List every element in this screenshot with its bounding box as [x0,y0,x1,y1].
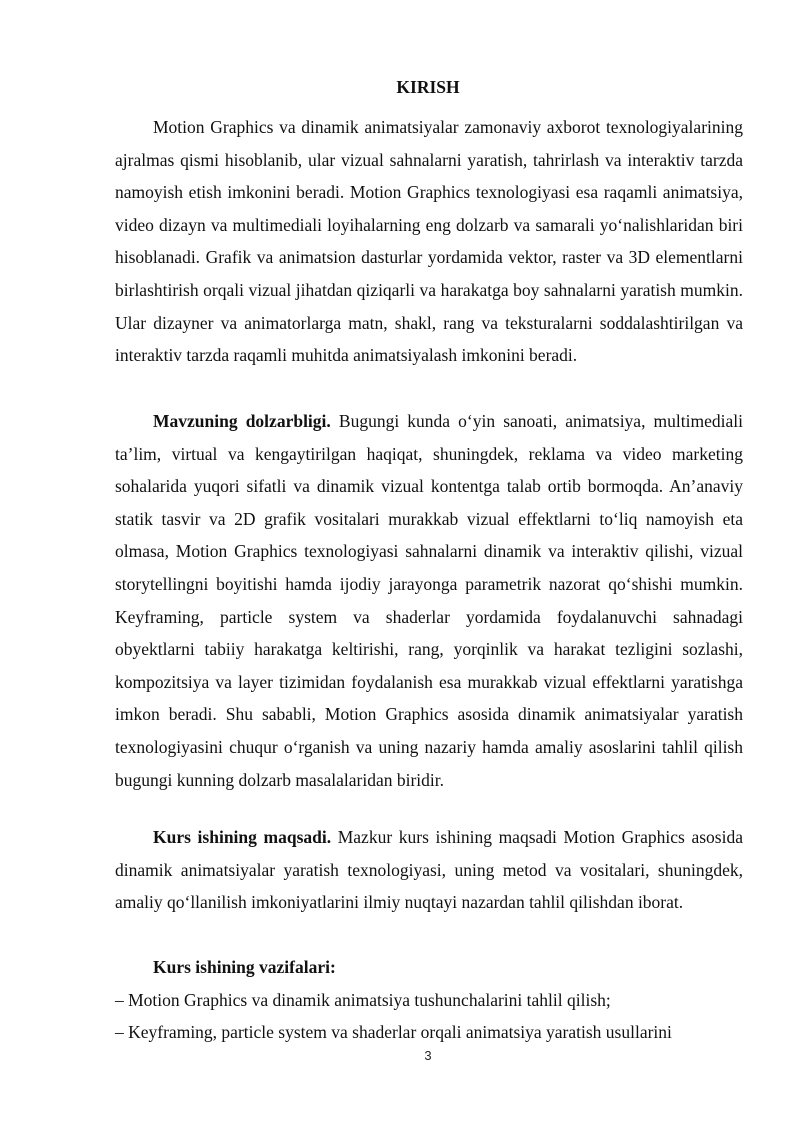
goal-text: Mazkur kurs ishining maqsadi Motion Graphics asosida dinamik animatsiyalar yaratish texnologiyasi, uning metod va vositalari, shuningdek, amaliy qo‘llanilish imkoniyatlarini ilmiy nuqtayi nazardan tahlil qilishdan iborat. [115,827,743,913]
task-item: – Keyframing, particle system va shaderlar orqali animatsiya yaratish usullarini [115,1022,672,1042]
page-number: 3 [424,1048,432,1063]
task-item: – Motion Graphics va dinamik animatsiya tushunchalarini tahlil qilish; [115,990,611,1010]
relevance-text: Bugungi kunda o‘yin sanoati, animatsiya, multimediali ta’lim, virtual va kengaytirilgan haqiqat, shuningdek, reklama va video marketing sohalarida yuqori sifatli va dinamik vizual kontentga talab ortib bormoqda. An’anaviy statik tasvir va 2D grafik vositalari murakkab vizual effektlarni to‘liq namoyish eta olmasa, Motion Graphics texnologiyasi sahnalarni dinamik va interaktiv qilishi, vizual storytellingni boyitishi hamda ijodiy jarayonga parametrik nazorat qo‘shishi mumkin. Keyframing, particle system va shaderlar yordamida foydalanuvchi sahnadagi obyektlarni tabiiy harakatga keltirishi, rang, yorqinlik va harakat tezligini sozlashi, kompozitsiya va layer tizimidan foydalanish esa murakkab vizual effektlarni yaratishga imkon beradi. Shu sababli, Motion Graphics asosida dinamik animatsiyalar yaratish texnologiyasini chuqur o‘rganish va uning nazariy hamda amaliy asoslarini tahlil qilish bugungi kunning dolzarb masalalaridan biridir. [115,411,743,790]
goal-label: Kurs ishining maqsadi. [153,827,332,847]
tasks-label: Kurs ishining vazifalari: [153,957,336,977]
relevance-label: Mavzuning dolzarbligi. [153,411,331,431]
relevance-paragraph [115,405,743,796]
goal-paragraph [115,821,743,919]
section-heading: KIRISH [396,77,460,97]
intro-paragraph: Motion Graphics va dinamik animatsiyalar zamonaviy axborot texnologiyalarining ajralmas qismi hisoblanib, ular vizual sahnalarni yaratish, tahrirlash va interaktiv tarzda namoyish etish imkonini beradi. Motion Graphics texnologiyasi esa raqamli animatsiya, video dizayn va multimediali loyihalarning eng dolzarb va samarali yo‘nalishlaridan biri hisoblanadi. Grafik va animatsion dasturlar yordamida vektor, raster va 3D elementlarni birlashtirish orqali vizual jihatdan qiziqarli va harakatga boy sahnalarni yaratish mumkin. Ular dizayner va animatorlarga matn, shakl, rang va teksturalarni soddalashtirilgan va interaktiv tarzda raqamli muhitda animatsiyalash imkonini beradi. [115,117,743,366]
